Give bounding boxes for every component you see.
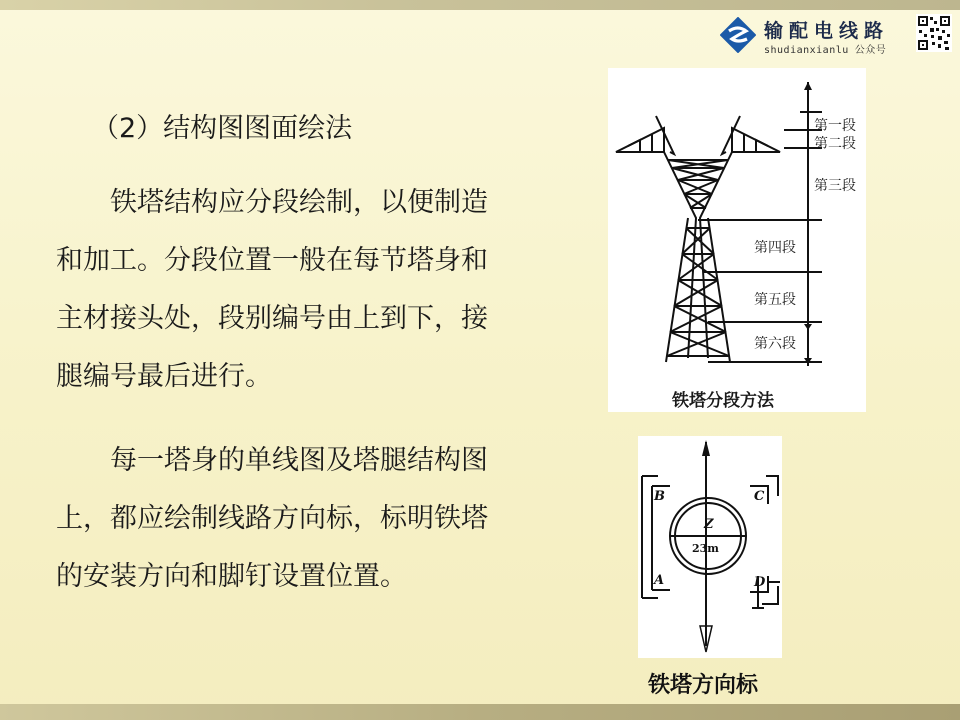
- brand-subtitle: [764, 41, 886, 56]
- segment-label-2: 第二段: [814, 136, 856, 152]
- brand-title: 输配电线路: [764, 20, 890, 42]
- direction-marker-figure: [638, 436, 782, 658]
- segment-label-3: 第三段: [814, 178, 856, 194]
- top-decorative-band: [0, 0, 960, 10]
- direction-marker-drawing: [638, 436, 782, 658]
- corner-label-d: D: [754, 575, 766, 590]
- segment-label-6: 第六段: [754, 336, 796, 352]
- tower-segmentation-figure: [608, 68, 866, 412]
- brand-suffix: 公众号: [854, 45, 887, 56]
- qr-code-icon: [916, 14, 952, 52]
- distance-label: 23m: [692, 542, 719, 555]
- corner-label-b: B: [654, 489, 665, 504]
- corner-label-c: C: [754, 489, 765, 504]
- brand-subtitle-text: shudianxianlu: [764, 45, 849, 56]
- brand-logo: [720, 14, 952, 58]
- center-label: Z: [704, 517, 714, 532]
- segment-label-4: 第四段: [754, 240, 796, 256]
- segment-label-5: 第五段: [754, 292, 796, 308]
- figure2-caption: 铁塔方向标: [648, 673, 759, 698]
- segment-label-1: 第一段: [814, 118, 856, 134]
- figure1-caption: 铁塔分段方法: [672, 391, 774, 411]
- paragraph-segmentation: 铁塔结构应分段绘制，以便制造和加工。分段位置一般在每节塔身和主材接头处，段别编号由上到下，接腿编号最后进行。: [56, 187, 488, 392]
- brand-mark-icon: [720, 17, 756, 53]
- section-heading: （2）结构图图面绘法: [92, 113, 353, 144]
- paragraph-direction-marker: 每一塔身的单线图及塔腿结构图上，都应绘制线路方向标，标明铁塔的安装方向和脚钉设置位置。: [56, 445, 488, 592]
- bottom-decorative-band: [0, 704, 960, 720]
- tower-drawing: [608, 68, 866, 412]
- corner-label-a: A: [654, 573, 665, 588]
